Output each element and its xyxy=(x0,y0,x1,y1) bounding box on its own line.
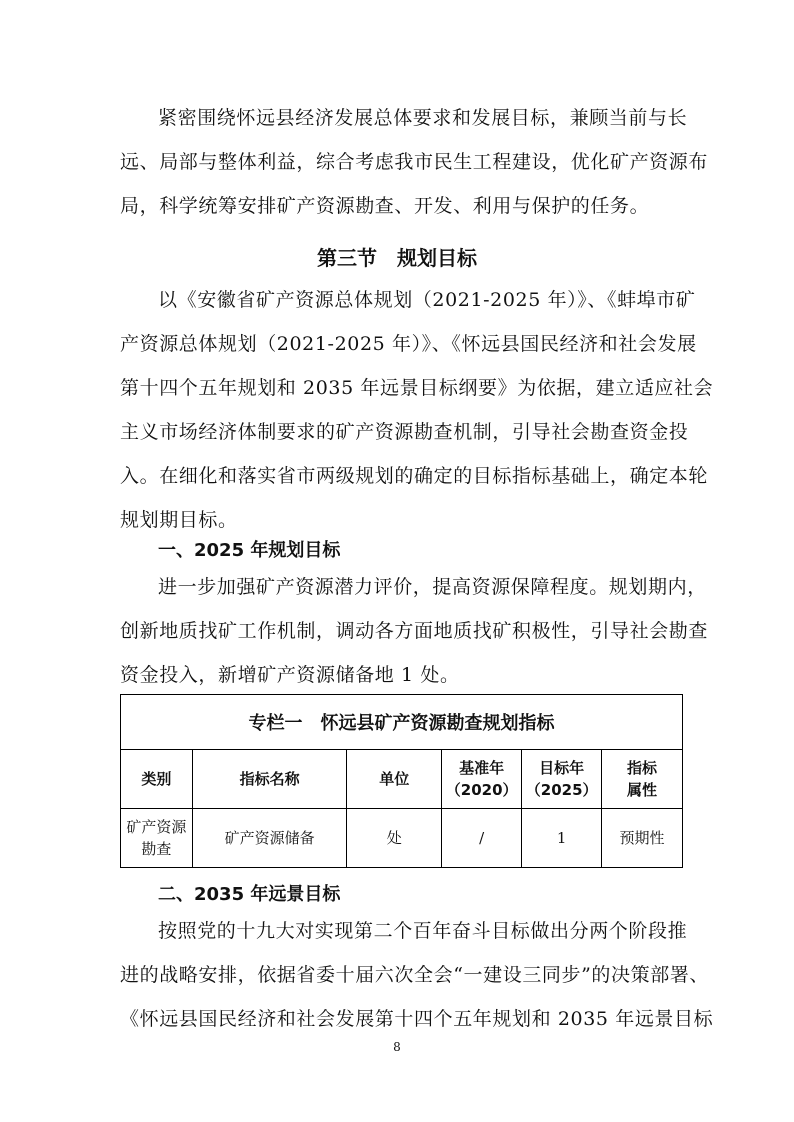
cell-base: / xyxy=(442,809,522,868)
header-attribute-line1: 指标 xyxy=(627,759,658,777)
table-caption: 专栏一 怀远县矿产资源勘查规划指标 xyxy=(121,695,683,750)
cell-target: 1 xyxy=(522,809,602,868)
subheading-2035: 二、2035 年远景目标 xyxy=(158,884,341,905)
2035-goals-paragraph xyxy=(120,914,714,1036)
cell-attribute: 预期性 xyxy=(602,809,683,868)
text-line: 紧密围绕怀远县经济发展总体要求和发展目标，兼顾当前与长 xyxy=(158,107,688,129)
cell-category-line1: 矿产资源 xyxy=(126,818,187,836)
text-line: 以《安徽省矿产资源总体规划（2021-2025 年）》、《蚌埠市矿 xyxy=(158,289,696,311)
intro-paragraph xyxy=(120,101,709,223)
2025-goals-paragraph xyxy=(120,570,709,692)
text-line: 规划期目标。 xyxy=(120,509,238,531)
header-unit: 单位 xyxy=(347,750,442,809)
section-title: 第三节 规划目标 xyxy=(317,246,477,270)
indicator-table xyxy=(120,694,683,868)
header-target-year-label: 目标年 xyxy=(539,759,585,777)
header-attribute xyxy=(602,750,683,809)
cell-unit: 处 xyxy=(347,809,442,868)
cell-category-line2: 勘查 xyxy=(141,840,172,858)
text-line: 产资源总体规划（2021-2025 年）》、《怀远县国民经济和社会发展 xyxy=(120,333,697,355)
text-line: 资金投入，新增矿产资源储备地 1 处。 xyxy=(120,664,460,686)
header-attribute-line2: 属性 xyxy=(627,781,658,799)
text-line: 入。在细化和落实省市两级规划的确定的目标指标基础上，确定本轮 xyxy=(120,465,709,487)
header-category: 类别 xyxy=(121,750,193,809)
cell-category xyxy=(121,809,193,868)
text-line: 创新地质找矿工作机制，调动各方面地质找矿积极性，引导社会勘查 xyxy=(120,620,709,642)
subheading-2025: 一、2025 年规划目标 xyxy=(158,540,341,561)
text-line: 局，科学统筹安排矿产资源勘查、开发、利用与保护的任务。 xyxy=(120,195,650,217)
page-number: 8 xyxy=(393,1040,401,1054)
text-line: 主义市场经济体制要求的矿产资源勘查机制，引导社会勘查资金投 xyxy=(120,421,689,443)
text-line: 远、局部与整体利益，综合考虑我市民生工程建设，优化矿产资源布 xyxy=(120,151,709,173)
text-line: 《怀远县国民经济和社会发展第十四个五年规划和 2035 年远景目标 xyxy=(120,1008,714,1030)
header-base-year-label: 基准年 xyxy=(459,759,505,777)
table-header-row xyxy=(121,750,683,809)
header-base-year xyxy=(442,750,522,809)
header-target-year xyxy=(522,750,602,809)
header-target-year-value: （2025） xyxy=(525,781,598,799)
goals-paragraph xyxy=(120,283,714,537)
cell-name: 矿产资源储备 xyxy=(192,809,347,868)
text-line: 进的战略安排，依据省委十届六次全会“一建设三同步”的决策部署、 xyxy=(120,964,710,986)
text-line: 按照党的十九大对实现第二个百年奋斗目标做出分两个阶段推 xyxy=(158,920,688,942)
text-line: 进一步加强矿产资源潜力评价，提高资源保障程度。规划期内， xyxy=(158,576,707,598)
text-line: 第十四个五年规划和 2035 年远景目标纲要》为依据，建立适应社会 xyxy=(120,377,714,399)
header-base-year-value: （2020） xyxy=(445,781,518,799)
header-name: 指标名称 xyxy=(192,750,347,809)
table-row xyxy=(121,809,683,868)
